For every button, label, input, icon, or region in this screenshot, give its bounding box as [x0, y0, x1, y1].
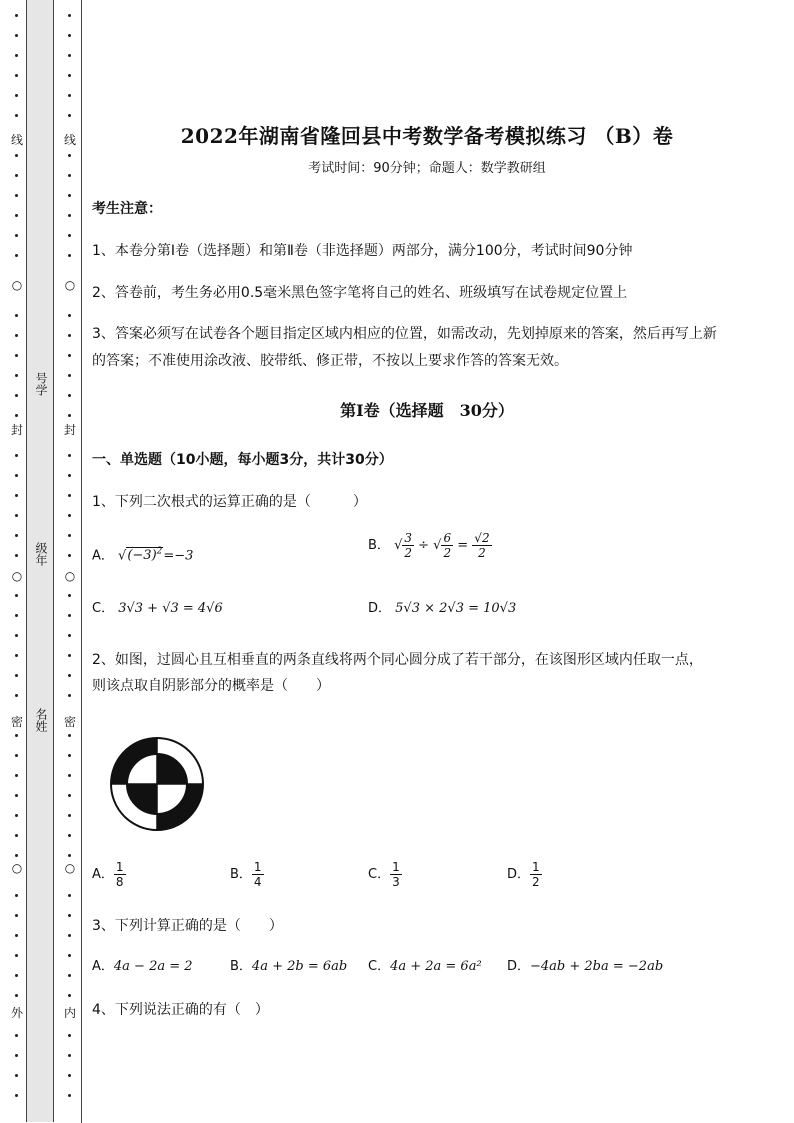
seal-dot [15, 254, 18, 257]
seal-dot [68, 174, 71, 177]
q2-option-c: C． $\frac{1}{3}$ [368, 860, 400, 889]
seal-mark-circle: ○ [11, 278, 23, 292]
seal-dot [68, 154, 71, 157]
seal-dot [15, 14, 18, 17]
seal-dot [15, 974, 18, 977]
seal-mark-circle: ○ [11, 569, 23, 583]
seal-dot [15, 794, 18, 797]
seal-dot [15, 354, 18, 357]
seal-dot [15, 674, 18, 677]
right-seal-column [60, 0, 80, 1123]
seal-mark-wai: 外 [10, 1006, 23, 1020]
concentric-circles-figure [108, 735, 206, 833]
seal-dot [15, 594, 18, 597]
seal-dot [68, 74, 71, 77]
option-label: B． [230, 867, 252, 882]
seal-dot [15, 374, 18, 377]
seal-dot [15, 154, 18, 157]
seal-mark-circle: ○ [64, 278, 76, 292]
option-label: A． [92, 959, 114, 974]
seal-dot [15, 834, 18, 837]
seal-dot [68, 654, 71, 657]
notice-item-3: 3、答案必须写在试卷各个题目指定区域内相应的位置，如需改动，先划掉原来的答案，然后再写上新 [92, 326, 717, 342]
seal-dot [15, 1034, 18, 1037]
option-label: B． [230, 959, 252, 974]
seal-dot [68, 1094, 71, 1097]
seal-dot [68, 994, 71, 997]
seal-dot [68, 674, 71, 677]
seal-dot [68, 634, 71, 637]
seal-dot [68, 334, 71, 337]
option-label: D． [368, 601, 392, 616]
option-label: B． [368, 538, 390, 553]
q3-option-a [92, 952, 193, 982]
seal-dot [15, 74, 18, 77]
section-title: 第I卷（选择题 30分） [340, 401, 514, 420]
seal-dot [15, 414, 18, 417]
seal-dot [15, 954, 18, 957]
q1-option-c [92, 594, 223, 624]
seal-dot [68, 694, 71, 697]
seal-dot [15, 94, 18, 97]
binding-margin [0, 0, 82, 1123]
seal-dot [15, 694, 18, 697]
seal-dot [68, 794, 71, 797]
seal-dot [15, 494, 18, 497]
seal-mark-mi: 密 [10, 715, 23, 729]
seal-dot [15, 214, 18, 217]
seal-dot [15, 934, 18, 937]
option-expr: 3√3 + √3 = 4√6 [118, 601, 223, 616]
q4-stem: 4、下列说法正确的有（ ） [92, 1002, 269, 1018]
q2-option-a: A． $\frac{1}{8}$ [92, 860, 124, 889]
seal-dot [68, 894, 71, 897]
seal-dot [68, 1054, 71, 1057]
seal-dot [15, 734, 18, 737]
seal-dot [68, 414, 71, 417]
seal-dot [15, 514, 18, 517]
seal-dot [15, 54, 18, 57]
seal-dot [15, 34, 18, 37]
q3-option-c [368, 952, 482, 982]
seal-dot [68, 1074, 71, 1077]
q2-stem-line1: 2、如图，过圆心且互相垂直的两条直线将两个同心圆分成了若干部分，在该图形区域内任取一点， [92, 652, 703, 668]
seal-mark-nei: 内 [63, 1006, 76, 1020]
option-expr: 5√3 × 2√3 = 10√3 [395, 601, 517, 616]
seal-dot [68, 774, 71, 777]
seal-mark-feng: 封 [63, 423, 76, 437]
q3-option-b [230, 952, 347, 982]
seal-dot [68, 594, 71, 597]
seal-dot [68, 814, 71, 817]
option-label: C． [92, 601, 115, 616]
seal-dot [68, 614, 71, 617]
seal-dot [68, 754, 71, 757]
option-label: C． [368, 867, 391, 882]
notice-item-3-cont: 的答案；不准使用涂改液、胶带纸、修正带，不按以上要求作答的答案无效。 [92, 353, 568, 369]
seal-dot [68, 954, 71, 957]
seal-dot [68, 494, 71, 497]
seal-dot [15, 614, 18, 617]
seal-dot [68, 914, 71, 917]
q3-stem: 3、下列计算正确的是（ ） [92, 918, 283, 934]
seal-mark-xian: 线 [63, 133, 76, 147]
seal-dot [68, 394, 71, 397]
seal-dot [68, 254, 71, 257]
seal-dot [68, 354, 71, 357]
grade-label: 级年 [34, 542, 48, 566]
seal-dot [68, 1034, 71, 1037]
left-seal-column [7, 0, 27, 1123]
part-heading: 一、单选题（10小题，每小题3分，共计30分） [92, 452, 393, 468]
option-expr: 4a + 2b = 6ab [251, 959, 348, 974]
seal-dot [68, 194, 71, 197]
seal-dot [68, 854, 71, 857]
seal-mark-mi: 密 [63, 715, 76, 729]
seal-mark-feng: 封 [10, 423, 23, 437]
seal-dot [15, 854, 18, 857]
notice-item-2: 2、答卷前，考生务必用0.5毫米黑色签字笔将自己的姓名、班级填写在试卷规定位置上 [92, 285, 628, 301]
seal-dot [15, 774, 18, 777]
seal-dot [68, 54, 71, 57]
seal-dot [15, 334, 18, 337]
seal-dot [15, 474, 18, 477]
seal-dot [68, 974, 71, 977]
seal-dot [68, 834, 71, 837]
seal-dot [68, 474, 71, 477]
seal-dot [68, 554, 71, 557]
option-expr: 4a + 2a = 6a² [390, 959, 482, 974]
seal-dot [15, 534, 18, 537]
notice-item-1: 1、本卷分第I卷（选择题）和第Ⅱ卷（非选择题）两部分，满分100分，考试时间90分钟 [92, 243, 633, 259]
seal-dot [68, 934, 71, 937]
q2-option-b: B． $\frac{1}{4}$ [230, 860, 262, 889]
q1-stem: 1、下列二次根式的运算正确的是（ ） [92, 494, 367, 510]
option-expr: −4ab + 2ba = −2ab [530, 959, 664, 974]
option-expr: $√(-3)^2=-3$ [118, 547, 194, 564]
seal-dot [68, 34, 71, 37]
seal-dot [15, 814, 18, 817]
seal-dot [68, 214, 71, 217]
seal-dot [68, 314, 71, 317]
seal-dot [68, 114, 71, 117]
notice-heading: 考生注意： [92, 201, 162, 217]
seal-dot [15, 994, 18, 997]
seal-dot [15, 1094, 18, 1097]
seal-dot [15, 754, 18, 757]
option-label: D． [507, 867, 531, 882]
option-label: D． [507, 959, 531, 974]
seal-mark-circle: ○ [64, 861, 76, 875]
seal-dot [15, 554, 18, 557]
q2-option-d: D． $\frac{1}{2}$ [507, 860, 540, 889]
q1-option-a [92, 537, 193, 571]
seal-dot [15, 314, 18, 317]
seal-dot [15, 914, 18, 917]
name-label: 名姓 [34, 708, 48, 732]
seal-dot [15, 194, 18, 197]
q3-option-d [507, 952, 663, 982]
seal-dot [15, 1054, 18, 1057]
seal-dot [15, 1074, 18, 1077]
seal-mark-circle: ○ [64, 569, 76, 583]
margin-rule [81, 0, 82, 1123]
seal-dot [68, 14, 71, 17]
option-expr: √ $\frac{3}{2}$ ÷ √ $\frac{6}{2}$ = $\frac{√2}{2}$ [394, 531, 490, 560]
seal-dot [15, 634, 18, 637]
seal-dot [68, 94, 71, 97]
seal-dot [68, 514, 71, 517]
option-label: A． [92, 867, 114, 882]
exam-subtitle: 考试时间：90分钟；命题人：数学教研组 [308, 161, 546, 176]
seal-mark-circle: ○ [11, 861, 23, 875]
student-number-label: 号学 [34, 372, 48, 396]
seal-dot [15, 234, 18, 237]
q2-stem-line2: 则该点取自阴影部分的概率是（ ） [92, 678, 330, 694]
option-label: C． [368, 959, 391, 974]
q1-option-d [368, 594, 516, 624]
exam-title: 2022年湖南省隆回县中考数学备考模拟练习 （B）卷 [180, 124, 674, 148]
seal-dot [15, 654, 18, 657]
seal-dot [68, 234, 71, 237]
seal-dot [15, 894, 18, 897]
seal-dot [15, 454, 18, 457]
seal-dot [15, 174, 18, 177]
q1-option-b [368, 531, 492, 561]
seal-dot [68, 374, 71, 377]
seal-dot [15, 114, 18, 117]
seal-mark-xian: 线 [10, 133, 23, 147]
option-label: A． [92, 548, 114, 564]
seal-dot [15, 394, 18, 397]
seal-dot [68, 454, 71, 457]
seal-dot [68, 534, 71, 537]
seal-dot [68, 734, 71, 737]
option-expr: 4a − 2a = 2 [113, 959, 193, 974]
